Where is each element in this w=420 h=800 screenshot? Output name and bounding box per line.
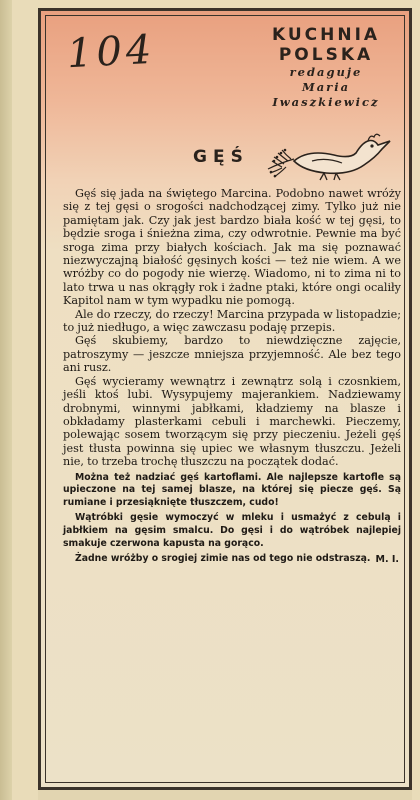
editor-line-1: redaguje <box>289 65 363 79</box>
article-title: GĘŚ <box>193 147 249 167</box>
editor-line-3: Iwaszkiewicz <box>272 95 380 109</box>
masthead-line-1: KUCHNIA <box>271 25 381 45</box>
article-paragraph: Gęś się jada na świętego Marcina. Podobno nawet wróży się z tej gęsi o srogości nadchodzącej zimy. Tylko już nie pamiętam jak. Czy jak jest bardzo biała kość w tej gęsi, to będzie sroga i śnieżna zima, czy odwrotnie. Pewnie ma być sroga zima przy białych kościach. Jak ma się poznawać niezwyczajną białość gęsinych kości — też nie wiem. A we wróżby co do pogody nie wierzę. Wiadomo, ni to zima ni to lato trwa u nas okrągły rok i żadne ptaki, które ongi ocaliły Kapitol nam w tym wypadku nie pomogą. <box>63 187 401 308</box>
article-small-paragraph: Wątróbki gęsie wymoczyć w mleku i usmażyć z cebulą i jabłkiem na gęsim smalcu. Do gęsi i do wątróbek najlepiej smakuje czerwona kapusta na gorąco. <box>63 512 401 549</box>
article-small-paragraph: Można też nadziać gęś kartoflami. Ale najlepsze kartofle są upieczone na tej samej blasze, na której się piecze gęś. Są rumiane i przesiąknięte tłuszczem, cudo! <box>63 471 401 508</box>
article-paragraph: Ale do rzeczy, do rzeczy! Marcina przypada w listopadzie; to już niedługo, a więc zawczasu podaję przepis. <box>63 307 401 335</box>
handwritten-page-number: 104 <box>65 26 157 78</box>
column-masthead <box>241 25 411 110</box>
page-bottom-margin <box>38 790 412 800</box>
goose-drawing-icon <box>264 131 396 181</box>
page-edge-strip <box>0 0 12 800</box>
editor-line-2: Maria <box>301 80 351 94</box>
article-paragraph: Gęś wycieramy wewnątrz i zewnątrz solą i czosnkiem, jeśli ktoś lubi. Wysypujemy majerankiem. Nadziewamy drobnymi, winnymi jabłkami, kładziemy na blasze i obkładamy plasterkami cebuli i marchewki. Pieczemy, polewając sosem tworzącym się przy pieczeniu. Jeżeli gęś jest tłusta powinna się upiec we własnym tłuszczu. Jeżeli nie, to trzeba trochę tłuszczu na początek dodać. <box>63 374 401 469</box>
masthead-line-2: POLSKA <box>278 45 374 65</box>
author-signature: M. I. <box>375 553 399 565</box>
article-small-paragraph: Żadne wróżby o srogiej zimie nas od tego nie odstraszą. <box>75 553 371 565</box>
article-body <box>63 187 401 565</box>
article-frame <box>38 8 412 790</box>
article-paragraph: Gęś skubiemy, bardzo to niewdzięczne zajęcie, patroszymy — jeszcze mniejsza przyjemność. Ale bez tego ani rusz. <box>63 334 401 375</box>
